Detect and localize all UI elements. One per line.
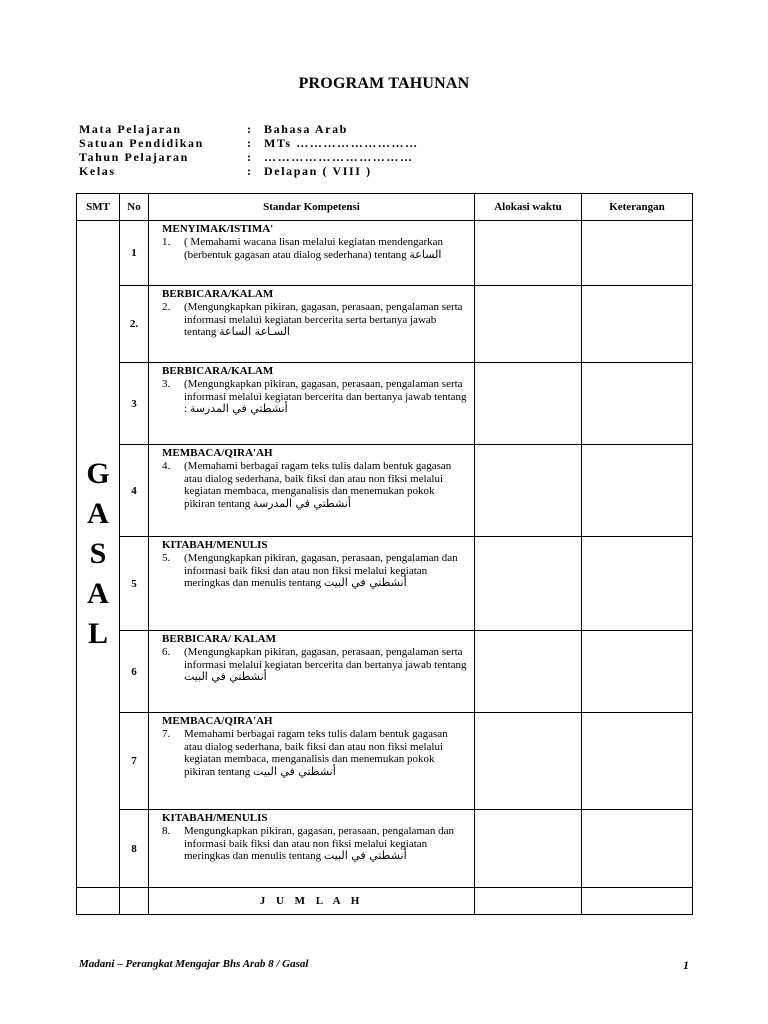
info-separator: : — [247, 136, 253, 150]
row-number: 5 — [120, 537, 149, 631]
keterangan-cell — [582, 537, 693, 631]
info-row-mata-pelajaran — [79, 122, 419, 136]
jumlah-label: J U M L A H — [149, 888, 475, 915]
sk-number: 3. — [162, 378, 171, 390]
sk-heading: KITABAH/MENULIS — [162, 812, 268, 824]
info-label: Kelas — [79, 164, 116, 178]
sk-text: Memahami berbagai ragam teks tulis dalam bentuk gagasan atau dialog sederhana, baik fiksi dan atau non fiksi melalui kegiatan membaca, menganalisis dan menemukan pokok pikiran tentang — [184, 728, 448, 778]
standar-kompetensi-cell — [149, 810, 475, 888]
alokasi-waktu-cell — [475, 713, 582, 810]
sk-number: 1. — [162, 236, 171, 248]
sk-heading: MEMBACA/QIRA'AH — [162, 447, 273, 459]
info-label: Mata Pelajaran — [79, 122, 182, 136]
jumlah-row — [77, 888, 693, 915]
table-row — [77, 445, 693, 537]
sk-text: (Mengungkapkan pikiran, gagasan, perasaan, pengalaman serta informasi melalui kegiatan bercerita dan bertanya jawab tentang — [184, 646, 467, 671]
alokasi-waktu-cell — [475, 363, 582, 445]
sk-arabic: أنشطتي في البيت — [323, 576, 407, 589]
sk-item — [149, 824, 474, 865]
empty-cell — [120, 888, 149, 915]
sk-number: 7. — [162, 728, 171, 740]
table-row — [77, 221, 693, 286]
info-block — [79, 122, 419, 178]
table-row — [77, 810, 693, 888]
row-number: 1 — [120, 221, 149, 286]
semester-letter: G — [86, 457, 110, 490]
info-label: Satuan Pendidikan — [79, 136, 204, 150]
alokasi-waktu-cell — [475, 221, 582, 286]
jumlah-alokasi-cell — [475, 888, 582, 915]
sk-number: 2. — [162, 301, 171, 313]
info-value: …………………………… — [264, 150, 414, 164]
table-row — [77, 286, 693, 363]
program-table — [76, 193, 693, 915]
sk-arabic: أنشطتي في المدرسة — [189, 402, 288, 415]
info-row-kelas — [79, 164, 419, 178]
sk-item — [149, 235, 474, 263]
info-separator: : — [247, 164, 253, 178]
keterangan-cell — [582, 445, 693, 537]
standar-kompetensi-cell — [149, 363, 475, 445]
sk-heading: KITABAH/MENULIS — [162, 539, 268, 551]
info-row-tahun-pelajaran — [79, 150, 419, 164]
sk-item — [149, 551, 474, 592]
sk-heading: BERBICARA/KALAM — [162, 365, 274, 377]
jumlah-keterangan-cell — [582, 888, 693, 915]
empty-cell — [77, 888, 120, 915]
standar-kompetensi-cell — [149, 631, 475, 713]
standar-kompetensi-cell — [149, 221, 475, 286]
header-alokasi-waktu: Alokasi waktu — [475, 194, 582, 221]
row-number: 8 — [120, 810, 149, 888]
info-separator: : — [247, 122, 253, 136]
sk-item — [149, 459, 474, 512]
standar-kompetensi-cell — [149, 445, 475, 537]
sk-text: (Memahami berbagai ragam teks tulis dalam bentuk gagasan atau dialog sederhana, baik fiksi dan atau non fiksi melalui kegiatan membaca, menganalisis dan menemukan pokok pikiran tentang — [184, 460, 452, 510]
keterangan-cell — [582, 631, 693, 713]
keterangan-cell — [582, 286, 693, 363]
sk-heading: BERBICARA/KALAM — [162, 288, 274, 300]
standar-kompetensi-cell — [149, 713, 475, 810]
sk-arabic: أنشطتي في البيت — [184, 670, 267, 683]
sk-text: (Mengungkapkan pikiran, gagasan, perasaan, pengalaman serta informasi melalui kegiatan bercerita serta bertanya jawab tentang — [184, 301, 463, 338]
keterangan-cell — [582, 810, 693, 888]
table-row — [77, 713, 693, 810]
sk-arabic: السـاعة الساعة — [219, 325, 290, 338]
semester-cell — [77, 221, 120, 888]
table-row — [77, 537, 693, 631]
standar-kompetensi-cell — [149, 286, 475, 363]
sk-arabic: أنشطتي في البيت — [323, 849, 407, 862]
row-number: 4 — [120, 445, 149, 537]
row-number: 6 — [120, 631, 149, 713]
page-number: 1 — [683, 958, 689, 972]
sk-number: 4. — [162, 460, 171, 472]
info-value: Delapan ( VIII ) — [264, 164, 372, 178]
info-row-satuan-pendidikan — [79, 136, 419, 150]
sk-item — [149, 300, 474, 341]
sk-item — [149, 377, 474, 418]
sk-item — [149, 645, 474, 686]
semester-letter: L — [87, 617, 108, 650]
sk-number: 6. — [162, 646, 171, 658]
header-standar-kompetensi: Standar Kompetensi — [149, 194, 475, 221]
standar-kompetensi-cell — [149, 537, 475, 631]
footer-text: Madani – Perangkat Mengajar Bhs Arab 8 / Gasal — [79, 958, 309, 970]
sk-arabic: أنشطتي في البيت — [253, 764, 336, 778]
page-title: PROGRAM TAHUNAN — [298, 75, 470, 92]
sk-number: 5. — [162, 552, 171, 564]
sk-text: (Mengungkapkan pikiran, gagasan, perasaan, pengalaman dan informasi baik fiksi dan atau non fiksi melalui kegiatan meringkas dan menulis tentang — [184, 552, 458, 589]
alokasi-waktu-cell — [475, 445, 582, 537]
sk-item — [149, 727, 474, 780]
alokasi-waktu-cell — [475, 631, 582, 713]
sk-text: Mengungkapkan pikiran, gagasan, perasaan, pengalaman dan informasi baik fiksi dan atau non fiksi melalui kegiatan meringkas dan menulis tentang — [184, 825, 455, 862]
row-number: 7 — [120, 713, 149, 810]
table-header-row — [77, 194, 693, 221]
semester-letter: A — [87, 577, 109, 610]
sk-heading: MENYIMAK/ISTIMA' — [162, 223, 274, 235]
alokasi-waktu-cell — [475, 537, 582, 631]
row-number: 3 — [120, 363, 149, 445]
header-keterangan: Keterangan — [582, 194, 693, 221]
info-value: MTs ……………………… — [264, 136, 419, 150]
alokasi-waktu-cell — [475, 810, 582, 888]
info-separator: : — [247, 150, 253, 164]
semester-letter: S — [89, 537, 107, 570]
keterangan-cell — [582, 713, 693, 810]
info-value: Bahasa Arab — [264, 122, 348, 136]
info-label: Tahun Pelajaran — [79, 150, 189, 164]
semester-letter: A — [87, 497, 109, 530]
header-no: No — [120, 194, 149, 221]
sk-arabic: أنشطتي في المدرسة — [253, 496, 351, 510]
sk-text: (Mengungkapkan pikiran, gagasan, perasaan, pengalaman serta informasi melalui kegiatan bercerita dan bertanya jawab tentang : — [184, 378, 467, 415]
sk-arabic: الساعة — [409, 247, 442, 261]
table-row — [77, 631, 693, 713]
sk-heading: BERBICARA/ KALAM — [162, 633, 276, 645]
sk-number: 8. — [162, 825, 171, 837]
alokasi-waktu-cell — [475, 286, 582, 363]
row-number: 2. — [120, 286, 149, 363]
sk-heading: MEMBACA/QIRA'AH — [162, 715, 273, 727]
keterangan-cell — [582, 363, 693, 445]
keterangan-cell — [582, 221, 693, 286]
table-row — [77, 363, 693, 445]
sk-text: ( Memahami wacana lisan melalui kegiatan mendengarkan (berbentuk gagasan atau dialog sederhana) tentang — [184, 236, 444, 261]
header-smt: SMT — [77, 194, 120, 221]
